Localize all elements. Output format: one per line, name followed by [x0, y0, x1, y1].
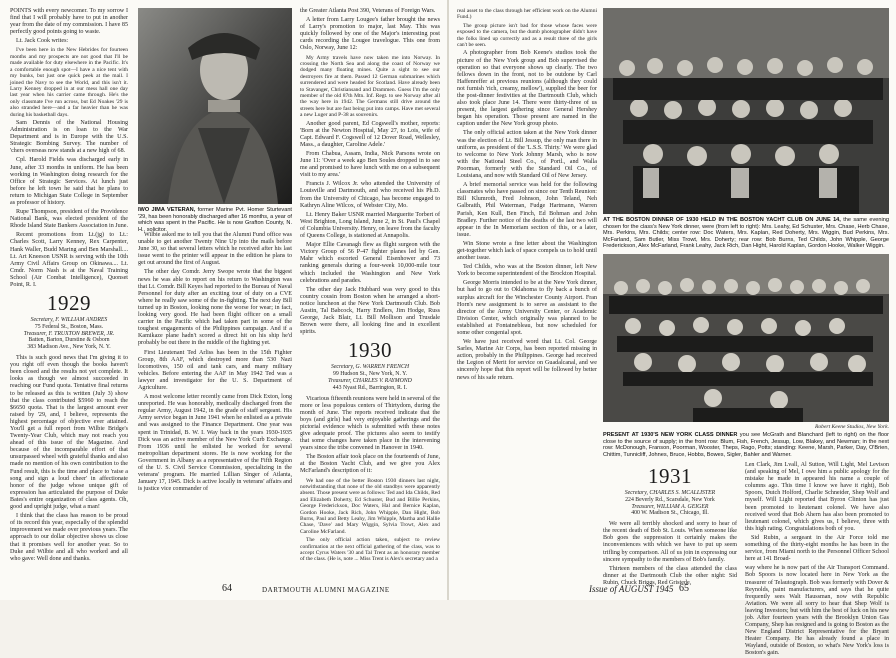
paragraph: Cpl. Harold Fields was discharged early in June, after 33 months in uniform. He has been working in Washington doing research for the Office of Strategic Services. At lunch just before he left town he said that he plans to return to Michigan State College in September as professor of history. — [10, 157, 128, 206]
paragraph: The only official action taken, subject to review confirmation at the next official gathering of the class, was to accept Cyrus Waters '30 and Tal Trent as an honorary member of the class. (He is, note ... Miss Trent is Alex's secretary and a — [300, 537, 440, 563]
secretary: Secretary, F. WILLIAM ANDRES — [30, 317, 108, 324]
paragraph: POINTS with every newcomer. To my sorrow I find that I will probably have to put in another year from the date of my commission. I have 85 perfectly good points going to waste. — [10, 8, 128, 36]
paragraph: A photographer from Bob Keene's studios took the picture of the New York group and Bob supervised the operation so that everyone shows up clearly. The two fellows down in the front, not to be outdone by Carl Haffenreffer at previous reunions (although they could not furnish 'rich, creamy, mellow'), supplied the beer for the post-dinner festivities at the Dartmouth Club, which also took place June 14. There were thirty-three of us present, the largest gathering since General Hershey began his operation. Those present are named in the caption under the New York group photo. — [457, 50, 597, 128]
paragraph: A most welcome letter recently came from Dick Exton, long unreported. He was honorably, medically discharged from the regular Army, August 1942, in the grade of staff sergeant. His Army service began in June 1941 when he enlisted as a private and was assigned to the Finance Department. One year was spent in Trinidad, B. W. I. Way back in the years 1930-1935 Dick was an active member of the New York Curb Exchange. From 1936 until he enlisted he worked for several metropolitan department stores. He is now working for the Government in Albany as a representative of the Fifth Region of the U. S. Civil Service Commission, specializing in the veterans' program. He married Lillian Singer of Atlanta, January 17, 1945. Dick is active locally in veterans' affairs and is justice vice commander of — [138, 394, 292, 493]
class-year: 1930 — [348, 338, 392, 363]
paragraph: Rupe Thompson, president of the Providence National Bank, was elected president of the Rhode Island State Bankers Association in June. — [10, 209, 128, 230]
paragraph: Major Ellie Cavanagh flew as flight surgeon with the Victory Group of 56 P-47 fighter planes led by Gen. Mahr which escorted General Eisenhower and 73 ranking generals during a four-week 10,000-mile tour which included the Washington and New York celebrations and parades. — [300, 242, 440, 284]
photo-image — [603, 8, 889, 214]
left-column-3 — [300, 8, 440, 578]
paragraph: Lt. Henry Baker USNR married Marguerite Torbert of West Brighton, Long Island, June 2, in St. Paul's Chapel of Columbia University. Henry, on leave from the faculty of Queens College, is stationed at Annapolis. — [300, 211, 440, 240]
paragraph: This is such good news that I'm giving it to you right off even though the books haven't been closed and the results not yet complete. It looks as though we almost succeeded in reaching our Fund quota. Tentative final returns to be released as this is written (July 3) show that the class contributed $5960 to reach the $6650 quota. That is the largest amount ever raised by '29, and, I believe, represents the highest percentage of objective ever attained. You'll get a full report from Wilbie Bridge's Twenty-Year Club, which may not reach you ahead of this issue of the Magazine. And because of the incomparable effort of that unsurpassed wheel with grateful thanks and also made no mention of his own contribution to the Fund result, this is the time and place to 'raise a song and sign a loud cheer' in affectionate honor of the judge whose unique gift of expression has articulated the purpose of Duke Bates's entire organization of class agents. Oh, good and upright judge, what a man! — [10, 355, 128, 511]
paragraph: We were all terribly shocked and sorry to hear of the recent death of Bob St. Louis. When someone like Bob goes the suppression it certainly makes the inconveniences with which we have to put up seem trifling by comparison. All of us join in expressing our sincere sympathy to the members of Bob's family. — [603, 521, 737, 563]
paragraph: The other day Jack Hubbard was very good to this country cousin from Boston when he arranged a short-notice luncheon at the New York Dartmouth Club. Bob Austin, Tal Babcock, Harry Endlers, Jim Hodge, Russ George, Jack Blair, Lt. Bill Mollison and Trusdale Brown were there, all looking fine and in excellent spirits. — [300, 286, 440, 336]
class-year: 1929 — [47, 291, 91, 316]
secretary-address: 75 Federal St., Boston, Mass. — [34, 323, 104, 330]
page-number: 64 — [222, 583, 232, 594]
class-heading-1929 — [10, 292, 128, 351]
caption-title: PRESENT AT 1930'S NEW YORK CLASS DINNER — [603, 432, 738, 438]
paragraph: Thirteen members of the class attended the class dinner at the Dartmouth Club the other night: Sid Rubin, Chuck Briggs, Red Gristede, — [603, 565, 737, 586]
paragraph: A brief memorial service was held for the following classmates who have passed on since our Tenth Reunion: Bill Klumroth, Fred Johnson, John Teland, Neh Galbraith, Phil Waterman, Fudge Hartmann, Warren Parish, Ken Kull, Ben Finch, Ed Bohman and John Bradley. Further notice of the deaths of the last two will appear in the In Memoriam section of this, or a later, issue. — [457, 182, 597, 238]
photo-new-york-dinner — [603, 254, 889, 422]
paragraph: We have just received word that Lt. Col. George Sarles, Marine Air Corps, has been reported missing in action, probably in the Philippines. George had received the Legion of Merit for service on Guadalcanal, and we sincerely hope that this report will be followed by better news of his safe return. — [457, 339, 597, 381]
photo-image — [603, 254, 889, 422]
left-page — [0, 0, 447, 600]
paragraph: the Greater Atlanta Post 390, Veterans of Foreign Wars. — [300, 8, 436, 14]
treasurer: Treasurer, WILLIAM A. GEIGER — [631, 503, 709, 510]
photo-boston-dinner — [603, 8, 889, 214]
right-column-2 — [603, 462, 737, 586]
paragraph: The Boston affair took place on the fourteenth of June, at the Boston Yacht Club, and we give you Alex McFarland's description of it: — [300, 454, 440, 475]
photo-caption — [603, 217, 889, 250]
paragraph: Ted Childs, who was at the Boston dinner, left New York to become superintendent of the Brockton Hospital. — [457, 264, 597, 278]
paragraph: I've been here in the New Hebrides for fourteen months and my prospects are not good that I'll be made available for duty elsewhere in the Pacific. It's a comfortable enough spot—I have a nice tent with my bunks, but just one quick peek at the mail. I joined the Navy to see the World, and this isn't it. Larry Kenney dropped in at our mess hall one day last year when his carrier came through. He's the only classmate I've run across, but Ed Noakes '29 is also stranded here—and a far heavier than he was during his basketball days. — [10, 47, 128, 118]
paragraph: The group picture isn't bad for those whose faces were exposed to the camera, but the dumb photographer didn't have the folks lined up correctly and as a result three of the girls can't be seen. — [457, 22, 597, 49]
paragraph: The only official action taken at the New York dinner was the election of Lt. Bill Jessup, the only man there in uniform, as president of the 'L.S.S. Thirty.' We were glad to welcome to New York Johnny Marsh, who is now with the National Steel Co., of Portl., and Walla Poorman, formerly with the Standard Oil Co., of Louisiana, and now with Standard Oil of New Jersey. — [457, 130, 597, 180]
paragraph: Wilbie asked me to tell you that the Alumni Fund office was unable to get another Twenty Nine Up into the mails before June 30, so that several letters which he received after his last issue went to the printer will appear in the edition he plans to get out around the first of August. — [138, 232, 292, 267]
class-officers — [10, 317, 128, 351]
left-column-2 — [138, 232, 292, 578]
paragraph: Lt. Jack Cook writes: — [16, 38, 69, 45]
paragraph: Sid Rubin, a sergeant in the Air Force told me something of the thirty-eight months he has been in the service, from Miami north to the Personnel Officer School here at 141 Broad- — [745, 534, 889, 563]
paragraph: I think that the class has reason to be proud of its record this year, especially of the splendid improvement we made over previous years. The approach to our dollar objective shows us close that it promises well for another year. So to Duke and Wilbie and all who worked and all who gave: Well done and thanks. — [10, 513, 128, 562]
treasurer-address: 443 Nyast Rd., Barrington, R. I. — [332, 384, 408, 391]
paragraph: Vicarious fifteenth reunions were held in several of the more or less populous centers of Thirtydom, during the month of June. The reports received indicate that the boys (and girls) had very enjoyable gatherings and the pictorial evidence which is submitted with these notes give adequate proof. The pictures also seem to testify that some changes have taken place in the intervening years since the tribe convened in Hanover in 1940. — [300, 395, 440, 452]
photo-image — [138, 8, 292, 204]
secretary-address: 99 Hudson St., New York, N. Y. — [332, 371, 408, 378]
paragraph: Recent promotions from Lt.(jg) to Lt.: Charles Scott, Larry Kenney, Rex Carpenter, Hank Waller, Budd Maring and Ben Marshall.... Lt. Art Kneeson USNR is serving with the 10th Army Civil Affairs Group on Okinawa.... Lt. Cmdr. Norm Nash is at the Naval Training School (Air Combat Intelligence), Quonset Point, R. I. — [10, 232, 128, 288]
treasurer-address: Batten, Barton, Durstine & Osborn — [28, 337, 110, 344]
treasurer-address: 383 Madison Ave., New York, N. Y. — [27, 344, 111, 351]
paragraph: First Lieutenant Ted Arliss has been in the 15th Fighter Group, 8th AAF, which destroyed more than 530 Nazi locomotives, 150 oil and tank cars, and many military vehicles. Before entering the AAF in May 1942 Ted was a lawyer and investigator for the U. S. Department of Agriculture. — [138, 349, 292, 391]
caption-title: IWO JIMA VETERAN, — [138, 207, 196, 213]
left-column-1 — [10, 8, 128, 578]
right-column-3 — [745, 462, 889, 657]
paragraph: Len Clark, Jim Lvall, Al Sutton, Will Light, Mel Levison (and speaking of Mel, I owe him a public apology for the mistake he made in appeared his name a couple of columns ago. This time I know we have it right), Bob Spoors, Dutch Holford, Charlie Schneider, Shep Wolf and myself. Will Light reported that Byron Clinton has just been promoted to lieutenant colonel. We have also received word that Bob Ahern has also been promoted to lieutenant colonel, which gives us, I believe, three with this high rating. Congratulations both of you. — [745, 462, 889, 532]
caption-text: you see McGrath and Blanchard (left to right) on the floor close to the source of supply; in the front row: Blum, Fish, French, Jessup, Low, Blakey, and Newman; in the next row: McDonough, Franson, Poorman, Wooster, Theps, Rago, Potts; standing: Keene, Marsh, Parker, Day, O'Brien, Chittim, Tunnicliff, Johnes, Bruce, Hobbs, Bowes, Sigler, Bahler and Warner. — [603, 432, 889, 458]
photo-marine-veteran — [138, 8, 292, 204]
photo-caption — [603, 432, 889, 458]
paragraph: Sam Dennis of the National Housing Administration is on loan to the War Department and is in Europe with the U.S. Strategic Bombing Survey. The number of 'chers overseas now stands at a new high of 68. — [10, 119, 128, 155]
caption-text: the same evening chosen for the class's New York dinner, were (from left to right): Mrs. Leahy, Ed Schuster, Mrs. Chase, Herb Chase, Mrs. Perkins, Mrs. Childs; center row: Doc Waters, Mrs. Kaplan, Red Doherty, Mrs. Wiggin, Bud Perkins, Mrs. McFarland, Sam Butler, Miss Trowt, Mrs. Doherty; rear row: Bob Burns, Ted Childs, John Whipple, George Frederickson, Alex McFarland, Frank Leahy, Jack Rich, Dan Hight, Harold Kaplan, Gordon Hooke, Walker Wiggin. — [603, 217, 889, 250]
photo-credit: Robert Keene Studios, New York. — [814, 424, 889, 430]
treasurer: Treasurer, CHARLES V. RAYMOND — [328, 377, 412, 384]
paragraph: way where he is now part of the Air Transport Command. Bob Spoors is now located here in New York as the treasurer of Telautograph. Bob was formerly with Dover & Reynolds, paint manufacturers, and says that he quite frequently sees Walt Haussman, now with Republic Aviation. We were all sorry to hear that Shep Wolf is leaving Investors; but with him the best of luck on his new job. After fourteen years with the Brooklyn Union Gas Company, Shep has resigned and is going to Boston as the New England District Representative for the Bryant Heater Company. He has already found a place in Wayland, outside of Boston, so what's New York's loss is Boston's gain. — [745, 565, 889, 657]
photo-caption — [138, 207, 292, 233]
paragraph: The other day Comdr. Jerry Swope wrote that the biggest news he was able to report on his return to Washington was that Lt. Comdr. Bill Keyes had reported to the Bureau of Naval Personnel for duty after an exciting tour of duty on a CVE where he really saw some of the in-fighting. The next day Bill turned up in Boston, looking none the worse for wear; in fact, looking very good. He had been flight officer on a small carrier in the Pacific which had taken part in some of the toughest engagements of the Philippines campaign. And if a Kamikaze plane hadn't scored a direct hit on his ship he'd probably be out there in the middle of the fighting yet. — [138, 269, 292, 347]
paragraph: We had one of the better Boston 1930 dinners last night, notwithstanding that none of the old standbys were apparently absent. Those present were as follows: Ted and Ida Childs, Red and Elizabeth Doherty, Ed Schuster, Bud and Billie Perkins, George Frederickson, Doc Waters, Hal and Bernice Kaplan, Gordon Hooke, Jack Rich, John Whipple, Dan Hight, Bob Burns, Paul and Betty Leahy, Jim Whipple, Martha and Hallie Chase, 'Dave' and Mary Wiggin, Sylvia Trowt, Alex and Caroline McFarland. — [300, 477, 440, 535]
right-column-1 — [457, 8, 597, 578]
paragraph: My Army travels have now taken me into Norway. In crossing the North Sea and along the coast of Norway we dodged many floating mines. Quite a sight to see our destroyers fire at them. Passed 12 German submarines which surrendered and were headed for Scotland. Have already been to Stavanger, Christiansand and Drammen. Guess I'm the only member of the old 87th Mtn. Inf. Regt. to see Norway after all the way here in 1942. The Germans still drive around the streets here but are fast being put into camps. Have met several a new Luger and P-38 as souvenirs. — [300, 54, 440, 119]
class-heading-1931 — [603, 465, 737, 517]
caption-title: AT THE BOSTON DINNER OF 1930 HELD IN THE BOSTON YACHT CLUB ON JUNE 14, — [603, 217, 841, 223]
treasurer-address: 400 W. Madison St., Chicago, Ill. — [631, 510, 709, 517]
page-number: 65 — [679, 583, 689, 594]
class-heading-1930 — [300, 339, 440, 391]
caption-text: former Marine Pvt. Homer Sturtevant '29, has been honorably discharged after 16 months, a year of which was spent in the Pacific. He is now Grafton County, N. H., solicitor. — [138, 207, 292, 233]
paragraph: From Chabua, Assam, India, Nick Parsons wrote on June 11: 'Over a week ago Ben Soules dropped in to see me and promised to have lunch with me on a subsequent visit to my area.' — [300, 151, 440, 179]
issue-date: Issue of AUGUST 1945 — [589, 584, 674, 594]
right-page — [449, 0, 896, 657]
class-officers — [603, 490, 737, 517]
magazine-title: DARTMOUTH ALUMNI MAGAZINE — [262, 586, 390, 594]
paragraph: Francis J. Wilcox Jr. who attended the University of Louisville and Dartmouth, and who received his Ph.D. from the University of Chicago, has become engaged to Kathryn Aline Wilcox, of Webster City, Mo. — [300, 181, 440, 209]
class-year: 1931 — [648, 464, 692, 488]
secretary-address: 224 Beverly Rd., Scarsdale, New York — [625, 496, 715, 503]
paragraph: real asset to the class through her efficient work on the Alumni Fund.) — [457, 8, 597, 21]
paragraph: George Morris intended to be at the New York dinner, but had to go out to Oklahoma to fly back a bunch of surplus aircraft for the Winchester County Airport. Fran Horn's new assignment is to serve as assistant to the director of the Army University Center, or Academic Division Center, which originally was planned to be established at Fontainebleau, but now scheduled for some other congenial spot. — [457, 280, 597, 336]
paragraph: Win Stone wrote a fine letter about the Washington get-together which lack of space compels us to hold until another issue. — [457, 240, 597, 262]
treasurer: Treasurer, F. TRUXTON BREWER, JR. — [23, 330, 115, 337]
secretary: Secretary, G. WARREN FRENCH — [330, 364, 410, 371]
secretary: Secretary, CHARLES S. MCALLISTER — [624, 490, 716, 496]
paragraph: Another good parent, Ed Cogswell's mother, reports: 'Born at the Newton Hospital, May 27, to Lois, wife of Capt. Edward F. Cogswell of 12 Dover Road, Wellesley, Mass., a daughter, Caroline Adele.' — [300, 120, 440, 148]
paragraph: A letter from Larry Lougee's father brought the news of Larry's promotion to major, last May. This was quickly followed by one of the Major's interesting post cards recording the Lougee travelogue. This one from Oslo, Norway, June 12: — [300, 17, 440, 52]
class-officers — [300, 364, 440, 391]
